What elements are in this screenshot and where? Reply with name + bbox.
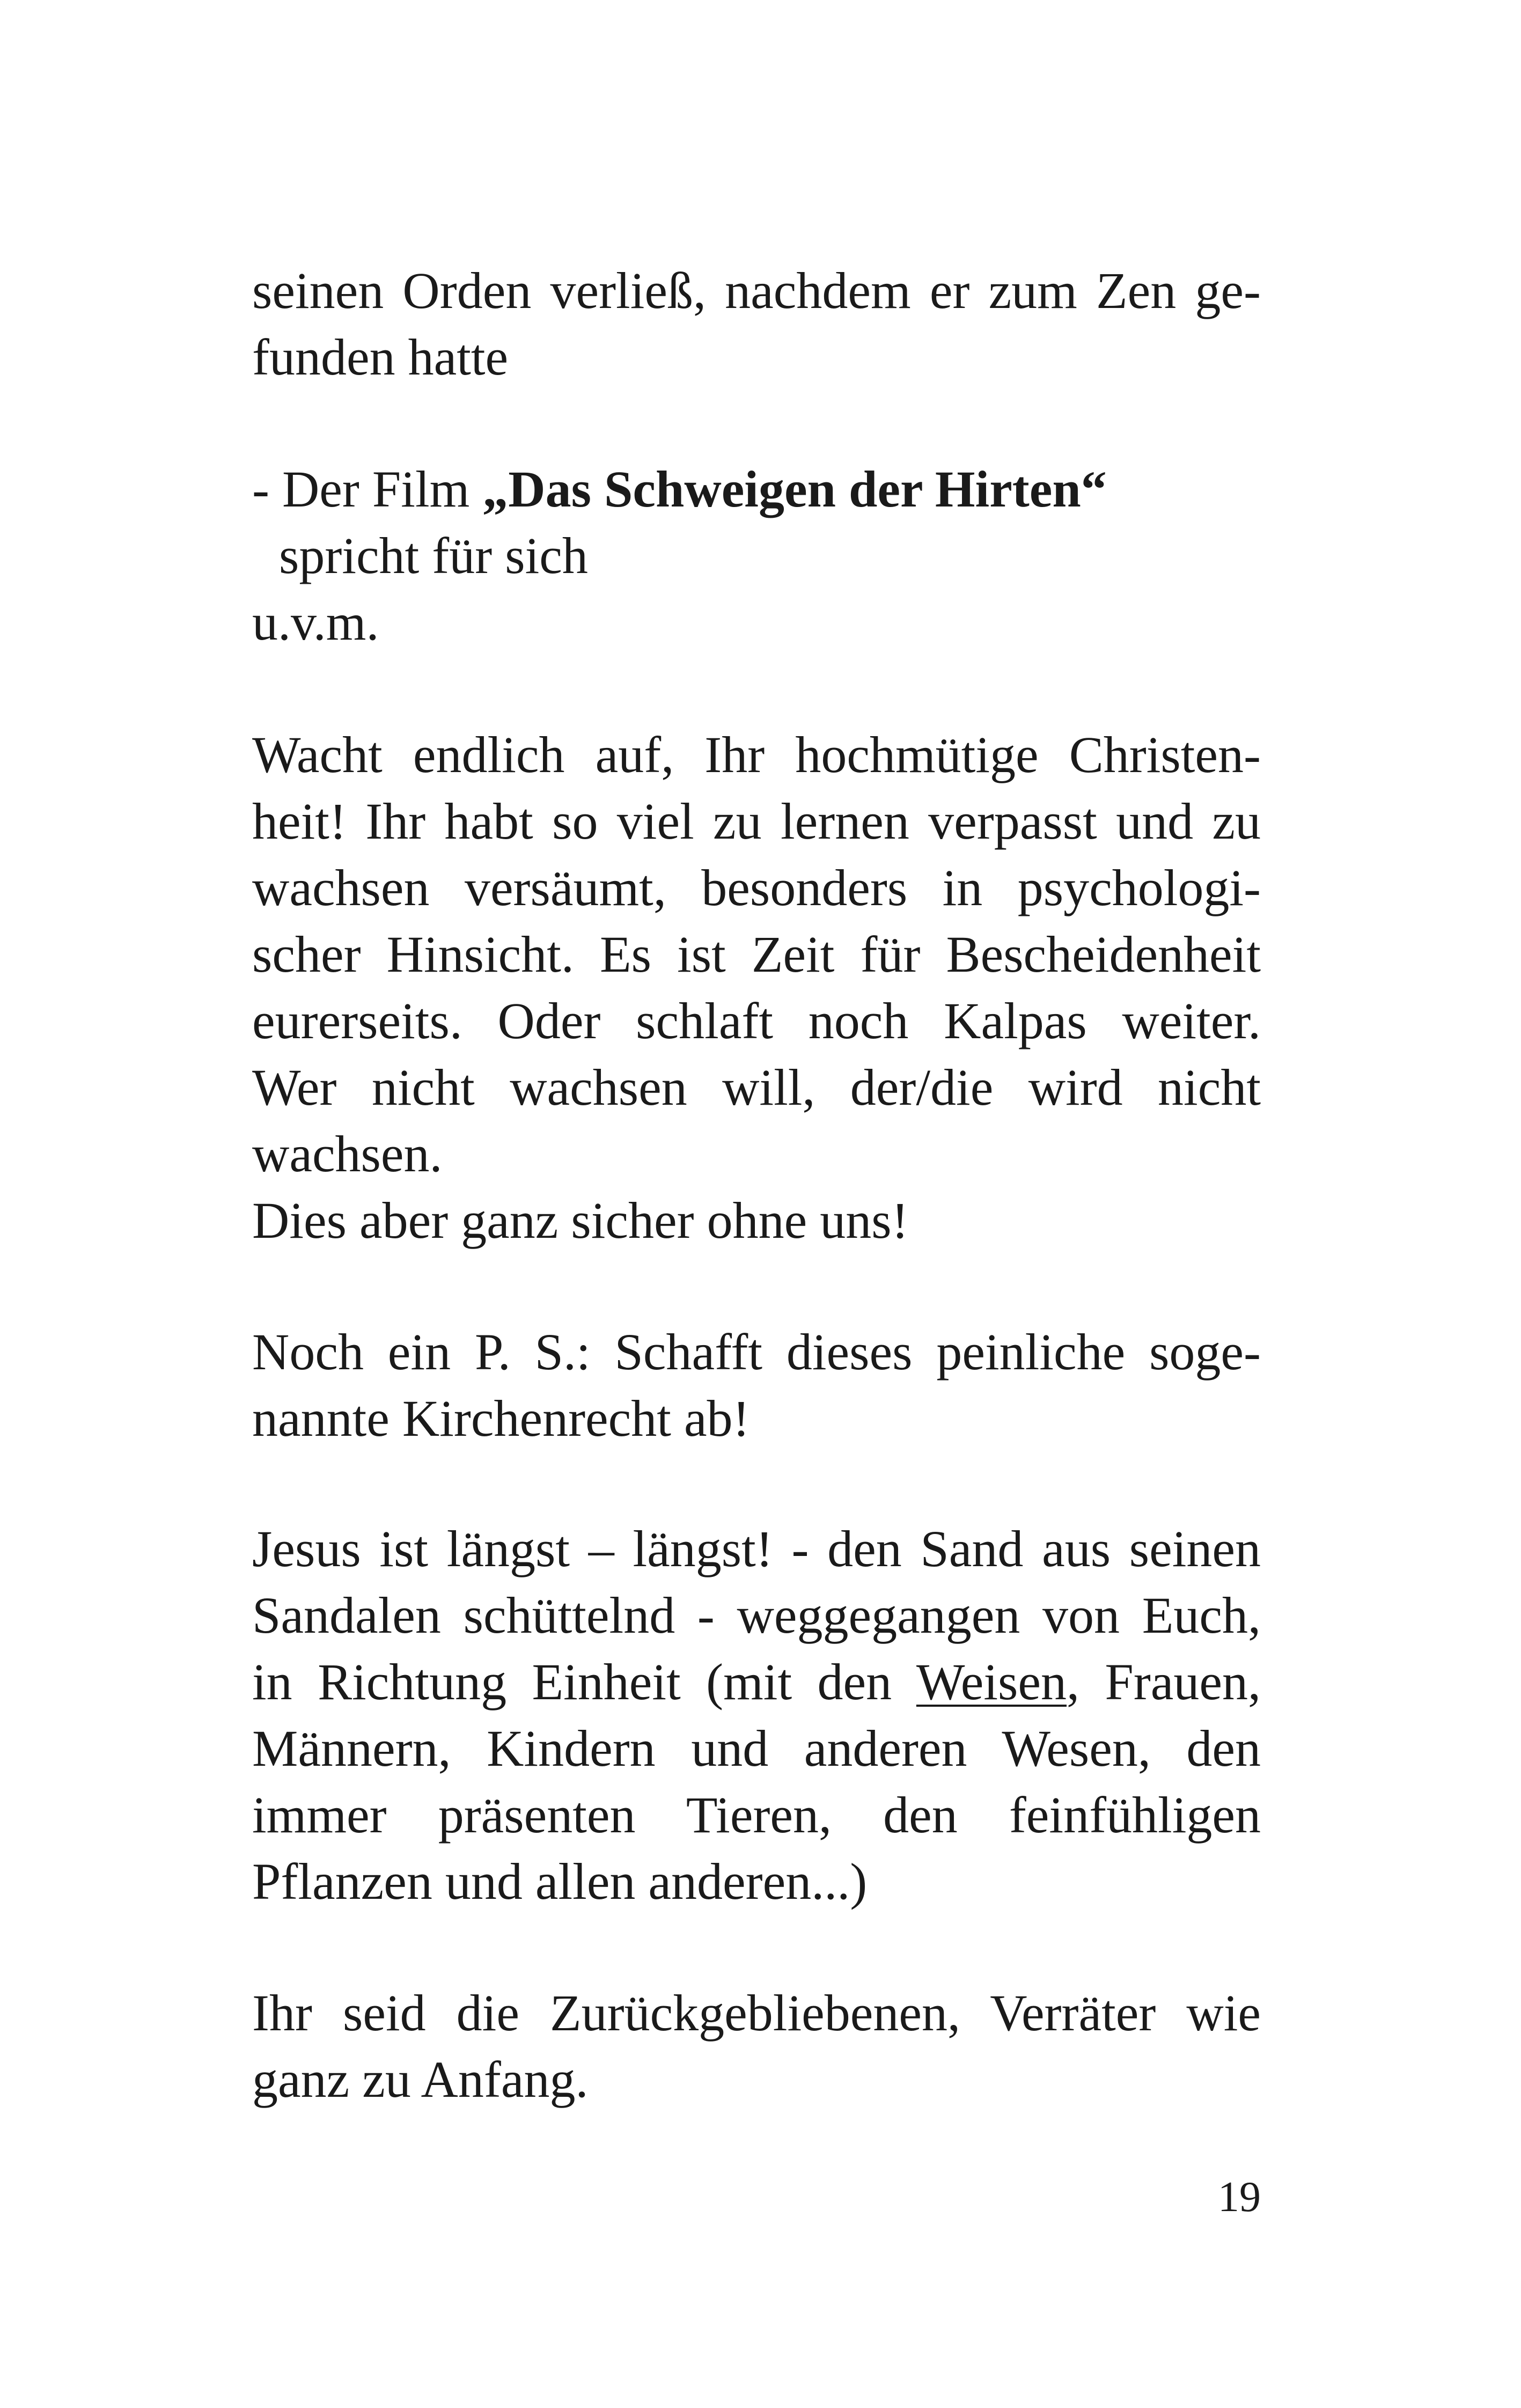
film-prefix: - Der Film xyxy=(252,460,483,518)
text-line: eurerseits. Oder schlaft noch Kalpas weiter. xyxy=(252,992,1261,1049)
film-title: „Das Schweigen der Hirten“ xyxy=(482,460,1107,518)
paragraph-2 xyxy=(252,456,1261,656)
paragraph-6 xyxy=(252,1980,1261,2113)
film-line xyxy=(252,456,1261,523)
page-number: 19 xyxy=(1218,2174,1261,2221)
text-line-with-underline xyxy=(252,1649,1261,1715)
paragraph-1 xyxy=(252,258,1261,391)
text-line: Noch ein P. S.: Schafft dieses peinliche soge- xyxy=(252,1323,1261,1381)
underlined-word: Weisen xyxy=(916,1653,1067,1710)
paragraph-4 xyxy=(252,1319,1261,1452)
text-line: wachsen. xyxy=(252,1125,443,1183)
text-line: Wer nicht wachsen will, der/die wird nicht xyxy=(252,1059,1261,1116)
text-line: Männern, Kindern und anderen Wesen, den xyxy=(252,1720,1261,1777)
text-line: seinen Orden verließ, nachdem er zum Zen ge- xyxy=(252,262,1261,319)
text-line: scher Hinsicht. Es ist Zeit für Bescheidenheit xyxy=(252,926,1261,983)
paragraph-5 xyxy=(252,1516,1261,1915)
text-line: Ihr seid die Zurückgebliebenen, Verräter wie xyxy=(252,1984,1261,2042)
text-line: spricht für sich xyxy=(279,527,588,584)
text-line: Wacht endlich auf, Ihr hochmütige Christen- xyxy=(252,726,1261,783)
text-line: heit! Ihr habt so viel zu lernen verpasst und zu xyxy=(252,792,1261,850)
text-line: nannte Kirchenrecht ab! xyxy=(252,1390,750,1447)
text-line: Dies aber ganz sicher ohne uns! xyxy=(252,1192,909,1249)
text-line: Pflanzen und allen anderen...) xyxy=(252,1853,868,1910)
text-line: Sandalen schüttelnd - weggegangen von Euch, xyxy=(252,1587,1261,1644)
text-line: ganz zu Anfang. xyxy=(252,2051,589,2108)
text-line: Jesus ist längst – längst! - den Sand aus seinen xyxy=(252,1520,1261,1577)
text-line: funden hatte xyxy=(252,328,509,386)
text-segment: , Frauen, xyxy=(1067,1653,1261,1710)
paragraph-3 xyxy=(252,722,1261,1254)
text-line: wachsen versäumt, besonders in psychologi- xyxy=(252,859,1261,916)
text-line: u.v.m. xyxy=(252,593,379,651)
text-segment: in Richtung Einheit (mit den xyxy=(252,1653,916,1710)
text-line: immer präsenten Tieren, den feinfühligen xyxy=(252,1786,1261,1844)
